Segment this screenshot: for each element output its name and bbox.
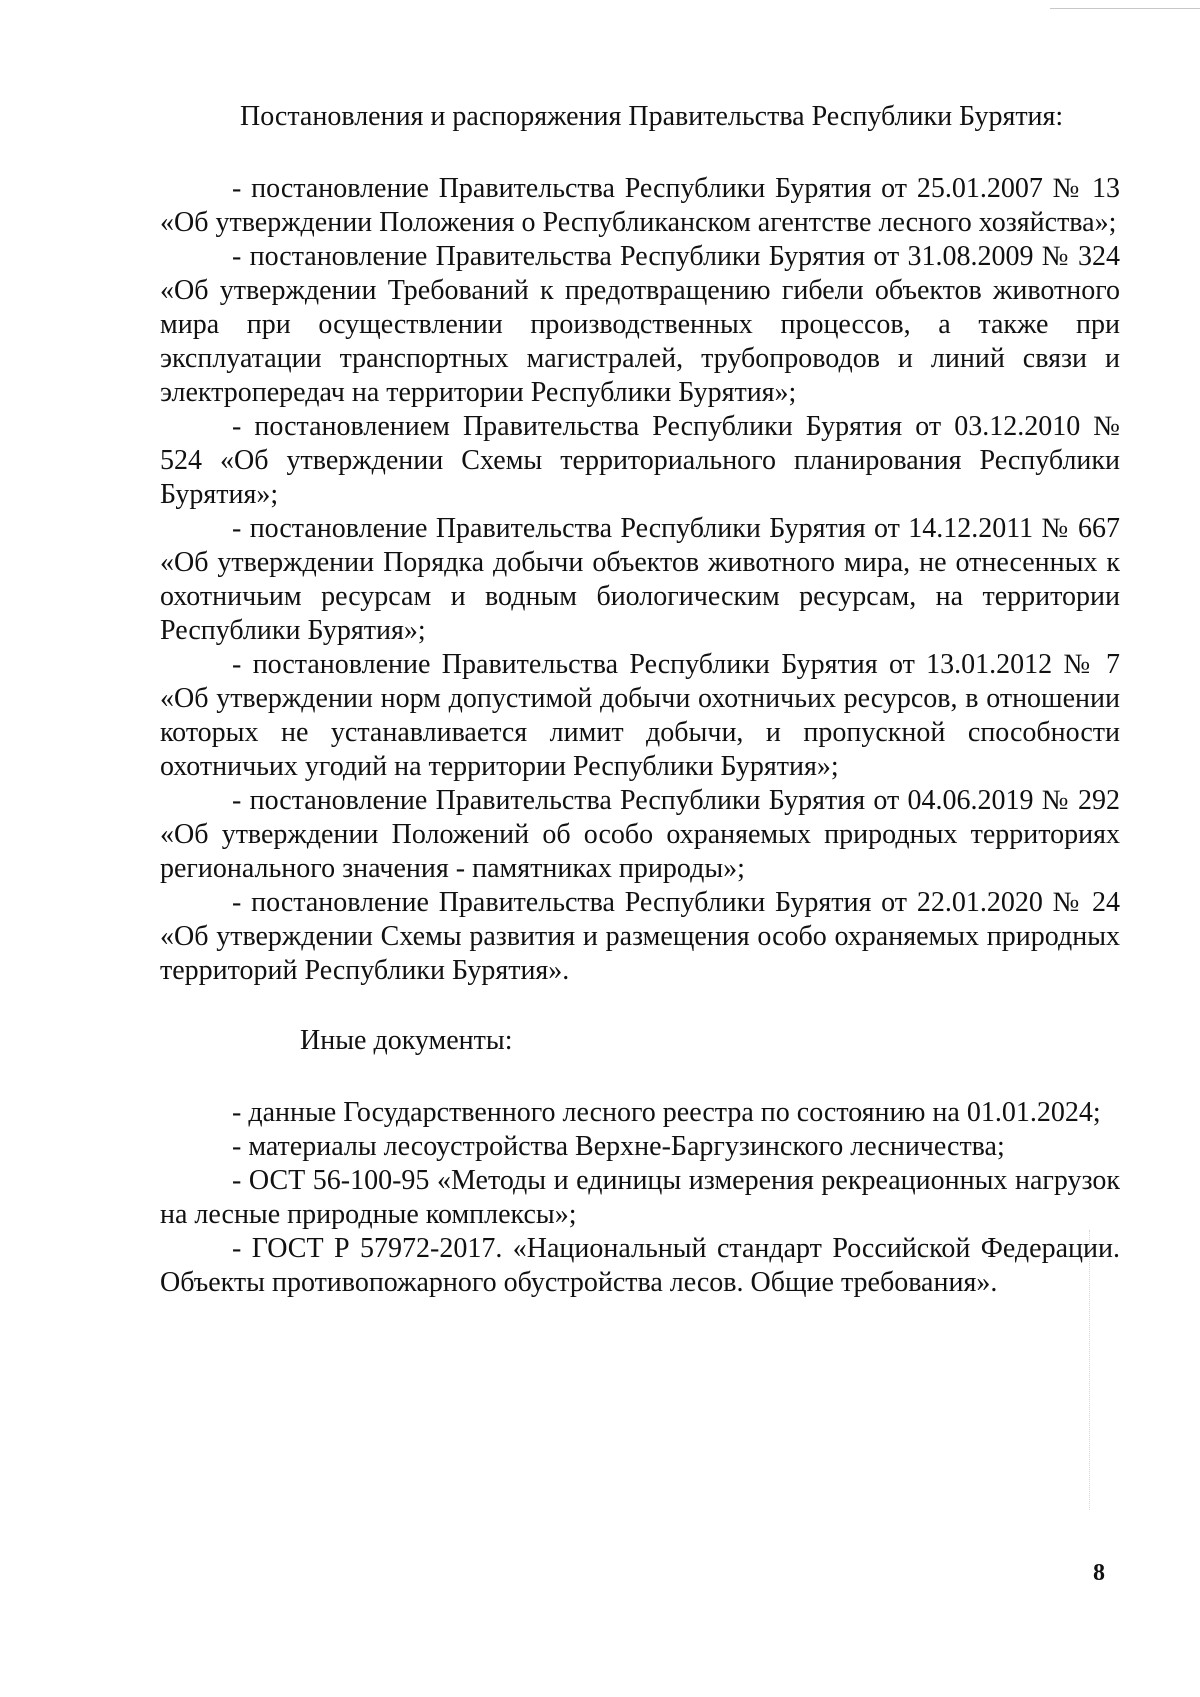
section-spacer [160,988,1120,1024]
other-documents-list [160,1096,1120,1300]
document-body [160,100,1120,1300]
list-item: - ОСТ 56-100-95 «Методы и единицы измерения рекреационных нагрузок на лесные природные комплексы»; [160,1165,1120,1230]
list-item: - постановлением Правительства Республики Бурятия от 03.12.2010 № 524 «Об утверждении Схемы территориального планирования Республики Бурятия»; [160,411,1120,510]
section-heading-other-documents: Иные документы: [300,1025,513,1056]
list-item: - постановление Правительства Республики Бурятия от 04.06.2019 № 292 «Об утверждении Положений об особо охраняемых природных территориях регионального значения - памятниках природы»; [160,785,1120,884]
list-item: - ГОСТ Р 57972-2017. «Национальный стандарт Российской Федерации. Объекты противопожарного обустройства лесов. Общие требования». [160,1233,1120,1298]
section-heading-government-acts: Постановления и распоряжения Правительства Республики Бурятия: [240,101,1064,132]
list-item: - постановление Правительства Республики Бурятия от 25.01.2007 № 13 «Об утверждении Положения о Республиканском агентстве лесного хозяйства»; [160,173,1120,238]
list-item: - материалы лесоустройства Верхне-Баргузинского лесничества; [232,1131,1005,1162]
list-item: - данные Государственного лесного реестра по состоянию на 01.01.2024; [232,1097,1101,1128]
government-acts-list [160,172,1120,988]
page-number: 8 [1093,1560,1105,1586]
scan-edge-line [1050,8,1200,9]
list-item: - постановление Правительства Республики Бурятия от 14.12.2011 № 667 «Об утверждении Порядка добычи объектов животного мира, не отнесенных к охотничьим ресурсам и водным биологическим ресурсам, на территории Республики Бурятия»; [160,513,1120,646]
list-item: - постановление Правительства Республики Бурятия от 22.01.2020 № 24 «Об утверждении Схемы развития и размещения особо охраняемых природных территорий Республики Бурятия». [160,887,1120,986]
list-item: - постановление Правительства Республики Бурятия от 31.08.2009 № 324 «Об утверждении Требований к предотвращению гибели объектов животного мира при осуществлении производственных процессов, а также при эксплуатации транспортных магистралей, трубопроводов и линий связи и электропередач на территории Республики Бурятия»; [160,241,1120,408]
list-item: - постановление Правительства Республики Бурятия от 13.01.2012 № 7 «Об утверждении норм допустимой добычи охотничьих ресурсов, в отношении которых не устанавливается лимит добычи, и пропускной способности охотничьих угодий на территории Республики Бурятия»; [160,649,1120,782]
